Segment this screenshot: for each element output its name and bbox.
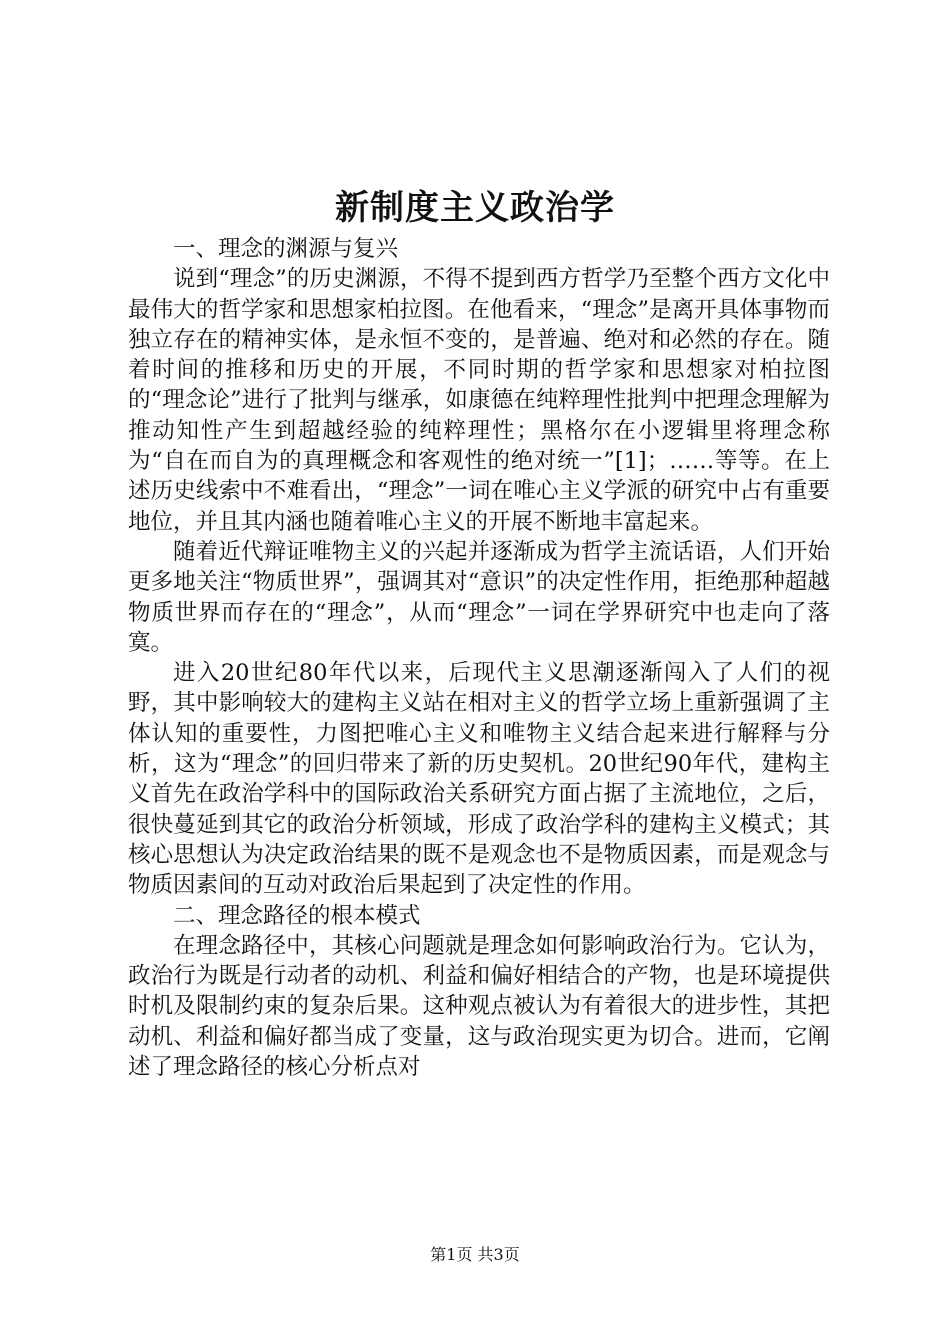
document-title: 新制度主义政治学: [335, 188, 615, 228]
body-paragraph: 说到“理念”的历史渊源，不得不提到西方哲学乃至整个西方文化中最伟大的哲学家和思想家柏拉图。在他看来，“理念”是离开具体事物而独立存在的精神实体，是永恒不变的，是普遍、绝对和必然的存在。随着时间的推移和历史的开展，不同时期的哲学家和思想家对柏拉图的“理念论”进行了批判与继承，如康德在纯粹理性批判中把理念理解为推动知性产生到超越经验的纯粹理性；黑格尔在小逻辑里将理念称为“自在而自为的真理概念和客观性的绝对统一”[1]；……等等。在上述历史线索中不难看出，“理念”一词在唯心主义学派的研究中占有重要地位，并且其内涵也随着唯心主义的开展不断地丰富起来。: [128, 266, 830, 535]
body-paragraph: 在理念路径中，其核心问题就是理念如何影响政治行为。它认为，政治行为既是行动者的动机、利益和偏好相结合的产物，也是环境提供时机及限制约束的复杂后果。这种观点被认为有着很大的进步性，其把动机、利益和偏好都当成了变量，这与政治现实更为切合。进而，它阐述了理念路径的核心分析点对: [128, 932, 830, 1081]
body-paragraph: 进入20世纪80年代以来，后现代主义思潮逐渐闯入了人们的视野，其中影响较大的建构主义站在相对主义的哲学立场上重新强调了主体认知的重要性，力图把唯心主义和唯物主义结合起来进行解释与分析，这为“理念”的回归带来了新的历史契机。20世纪90年代，建构主义首先在政治学科中的国际政治关系研究方面占据了主流地位，之后，很快蔓延到其它的政治分析领域，形成了政治学科的建构主义模式；其核心思想认为决定政治结果的既不是观念也不是物质因素，而是观念与物质因素间的互动对政治后果起到了决定性的作用。: [128, 660, 830, 899]
page-number-footer: 第1页 共3页: [430, 1245, 520, 1264]
body-paragraph: 随着近代辩证唯物主义的兴起并逐渐成为哲学主流话语，人们开始更多地关注“物质世界”，强调其对“意识”的决定性作用，拒绝那种超越物质世界而存在的“理念”，从而“理念”一词在学界研究中也走向了落寞。: [128, 538, 830, 656]
section-heading-1: 一、理念的渊源与复兴: [173, 236, 399, 262]
document-body: [128, 234, 830, 1082]
section-heading-2: 二、理念路径的根本模式: [173, 902, 421, 929]
